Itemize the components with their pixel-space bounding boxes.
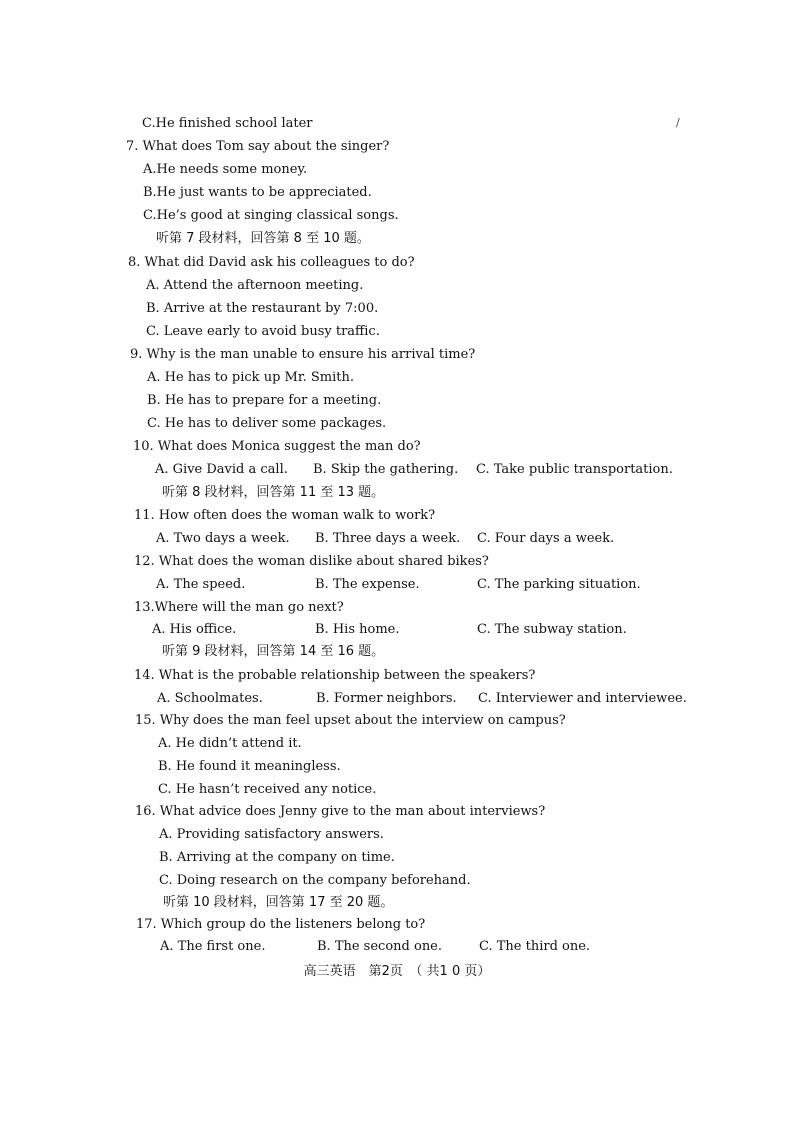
section-10-instruction: 听第 10 段材料，回答第 17 至 20 题。	[163, 895, 394, 910]
question-12: 12. What does the woman dislike about shared bikes?	[134, 554, 489, 569]
question-14: 14. What is the probable relationship between the speakers?	[134, 668, 536, 683]
q17-option-b: B. The second one.	[317, 939, 443, 954]
q16-option-c: C. Doing research on the company beforehand.	[159, 873, 471, 888]
q12-option-b: B. The expense.	[315, 577, 420, 592]
question-13: 13.Where will the man go next?	[134, 600, 344, 615]
q11-option-b: B. Three days a week.	[315, 531, 461, 546]
q11-option-a: A. Two days a week.	[156, 531, 290, 546]
q8-option-c: C. Leave early to avoid busy traffic.	[146, 324, 380, 339]
stray-mark: /	[676, 116, 680, 129]
q9-option-a: A. He has to pick up Mr. Smith.	[147, 370, 355, 385]
q7-option-c: C.He’s good at singing classical songs.	[143, 208, 399, 223]
q15-option-b: B. He found it meaningless.	[158, 759, 341, 774]
q16-option-b: B. Arriving at the company on time.	[159, 850, 395, 865]
q15-option-a: A. He didn’t attend it.	[158, 736, 302, 751]
q13-option-b: B. His home.	[315, 622, 400, 637]
question-17: 17. Which group do the listeners belong to?	[136, 917, 426, 932]
q6-option-c: C.He finished school later	[142, 116, 313, 131]
section-8-instruction: 听第 8 段材料，回答第 11 至 13 题。	[162, 485, 385, 500]
q7-option-b: B.He just wants to be appreciated.	[143, 185, 372, 200]
q11-option-c: C. Four days a week.	[477, 531, 615, 546]
question-16: 16. What advice does Jenny give to the man about interviews?	[135, 804, 546, 819]
q12-option-c: C. The parking situation.	[477, 577, 641, 592]
q10-option-a: A. Give David a call.	[155, 462, 288, 477]
question-9: 9. Why is the man unable to ensure his arrival time?	[130, 347, 476, 362]
page-footer: 高三英语 第2页 （ 共1 0 页）	[303, 964, 491, 979]
question-11: 11. How often does the woman walk to work?	[134, 508, 436, 523]
q17-option-c: C. The third one.	[479, 939, 591, 954]
q16-option-a: A. Providing satisfactory answers.	[159, 827, 384, 842]
q14-option-b: B. Former neighbors.	[316, 691, 457, 706]
section-7-instruction: 听第 7 段材料，回答第 8 至 10 题。	[156, 231, 370, 246]
q9-option-c: C. He has to deliver some packages.	[147, 416, 387, 431]
question-10: 10. What does Monica suggest the man do?	[133, 439, 421, 454]
q15-option-c: C. He hasn’t received any notice.	[158, 782, 377, 797]
q7-option-a: A.He needs some money.	[143, 162, 308, 177]
q9-option-b: B. He has to prepare for a meeting.	[147, 393, 382, 408]
q10-option-b: B. Skip the gathering.	[313, 462, 459, 477]
question-7: 7. What does Tom say about the singer?	[126, 139, 390, 154]
section-9-instruction: 听第 9 段材料，回答第 14 至 16 题。	[162, 644, 385, 659]
q12-option-a: A. The speed.	[156, 577, 246, 592]
q8-option-a: A. Attend the afternoon meeting.	[146, 278, 364, 293]
q10-option-c: C. Take public transportation.	[476, 462, 673, 477]
q17-option-a: A. The first one.	[160, 939, 266, 954]
q14-option-c: C. Interviewer and interviewee.	[478, 691, 687, 706]
question-15: 15. Why does the man feel upset about the interview on campus?	[135, 713, 566, 728]
q13-option-a: A. His office.	[152, 622, 237, 637]
q13-option-c: C. The subway station.	[477, 622, 627, 637]
question-8: 8. What did David ask his colleagues to do?	[128, 255, 415, 270]
q14-option-a: A. Schoolmates.	[157, 691, 263, 706]
q8-option-b: B. Arrive at the restaurant by 7:00.	[146, 301, 379, 316]
